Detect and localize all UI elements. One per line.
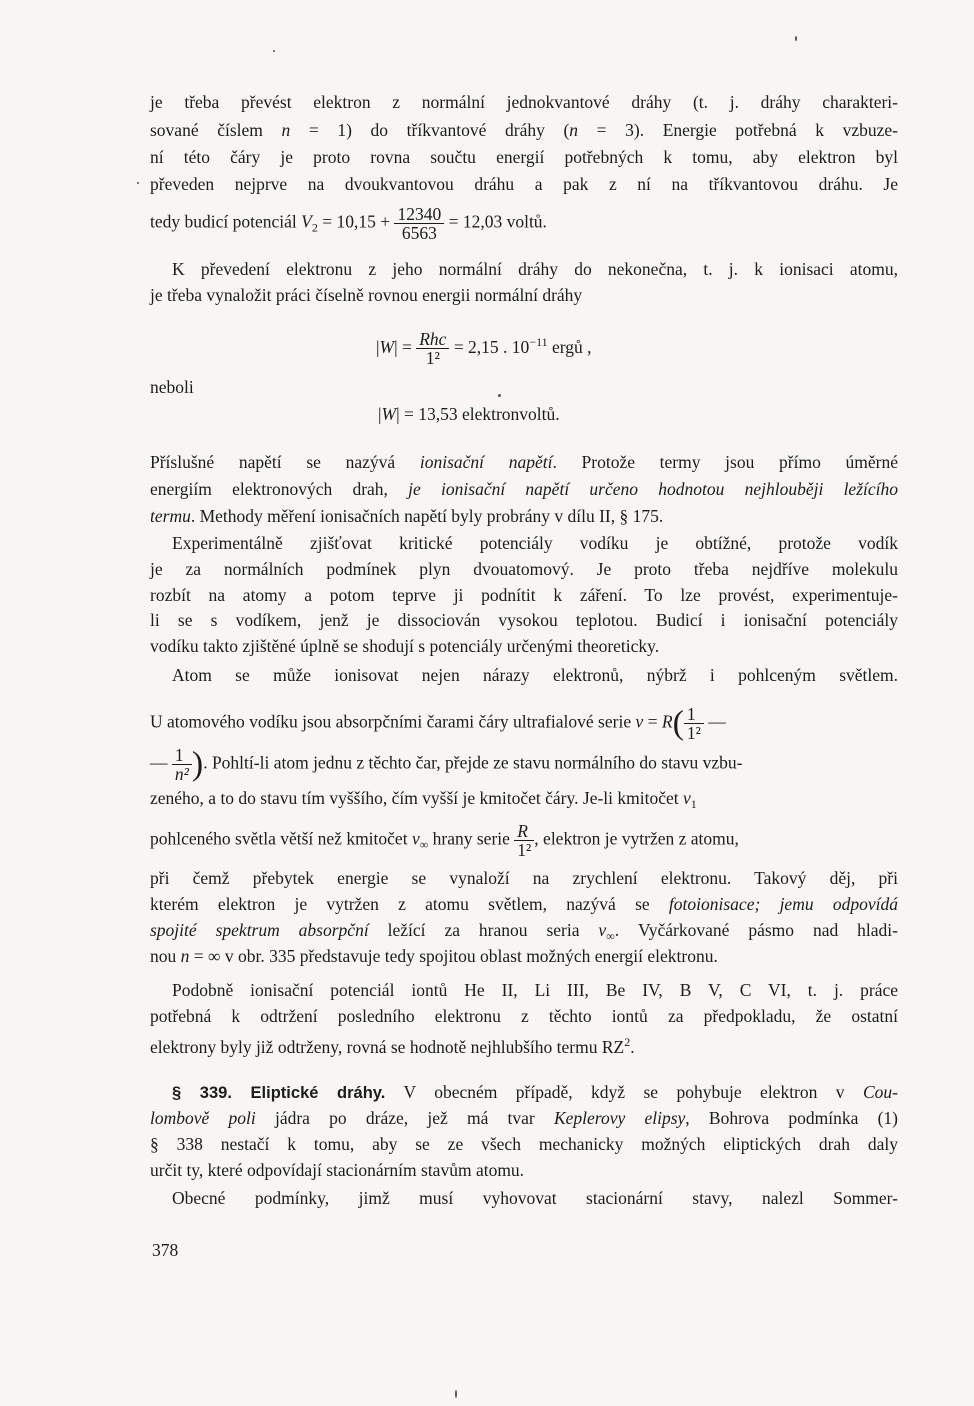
text-line: termu. Methody měření ionisačních napětí byly probrány v dílu II, § 175. — [150, 506, 664, 526]
text-line: převeden nejprve na dvoukvantovou dráhu a pak z ní na tříkvantovou dráhu. Je — [150, 174, 898, 194]
text-line: Obecné podmínky, jimž musí vyhovovat stacionární stavy, nalezl Sommer- — [172, 1188, 898, 1208]
scan-speck — [795, 36, 797, 41]
text-line: Atom se může ionisovat nejen nárazy elektronů, nýbrž i pohlceným světlem. — [172, 665, 898, 685]
text-line: sované číslem n = 1) do tříkvantové dráhy (n = 3). Energie potřebná k vzbuze- — [150, 120, 898, 140]
text-line: energiím elektronových drah, je ionisační napětí určeno hodnotou nejhlouběji ležícího — [150, 479, 898, 499]
equation-energy-ev: |W| = 13,53 elektronvoltů. — [378, 404, 560, 424]
text-line: kterém elektron je vytržen z atomu světlem, nazývá se fotoionisace; jemu odpovídá — [150, 894, 898, 914]
equation-excitation-potential: tedy budicí potenciál $V_2 = 10,15$ + $\frac{12340}{6563}$ = 12,03 voltů. — [150, 204, 547, 243]
text-line: Podobně ionisační potenciál iontů He II, Li III, Be IV, B V, C VI, t. j. práce — [172, 980, 898, 1000]
fraction: $\frac{\text{Rhc}}{\text{1²}}$ — [416, 330, 449, 367]
text-line: ní této čáry je proto rovna součtu energií potřebných k tomu, aby elektron byl — [150, 147, 898, 167]
text-line: při čemž přebytek energie se vynaloží na zrychlení elektronu. Takový děj, při — [150, 868, 898, 888]
fraction: $\frac{1}{\text{n²}}$ — [172, 746, 192, 783]
text-line: — $\frac{1}{\text{n²}}$ ). Pohltí-li atom jednu z těchto čar, přejde ze stavu normálního do stavu vzbu- — [150, 745, 743, 784]
word-neboli: neboli — [150, 377, 194, 397]
text-line: zeného, a to do stavu tím vyššího, čím vyšší je kmitočet čáry. Je-li kmitočet $\nu_1$ — [150, 788, 697, 811]
section-heading: § 339. Eliptické dráhy. — [172, 1084, 386, 1102]
text-line: rozbít na atomy a potom teprve ji podnítit k záření. To lze provést, experimentuje- — [150, 585, 898, 605]
text-line: potřebná k odtržení posledního elektronu z těchto iontů za předpokladu, že ostatní — [150, 1006, 898, 1026]
text-line: Experimentálně zjišťovat kritické potenciály vodíku je obtížné, protože vodík — [172, 533, 898, 553]
text-line: elektrony byly již odtrženy, rovná se hodnotě nejhlubšího termu $RZ^2$. — [150, 1035, 635, 1057]
text-line-section-heading: § 339. Eliptické dráhy. V obecném případě, když se pohybuje elektron v Cou- — [172, 1082, 898, 1102]
text-line: pohlceného světla větší než kmitočet $\nu_\infty$ hrany serie $\frac{R}{\text{1²}}$ , elektron je vytržen z atomu, — [150, 821, 739, 860]
scan-speck — [137, 182, 139, 184]
fraction: $\frac{R}{\text{1²}}$ — [514, 822, 534, 859]
text-line: § 338 nestačí k tomu, aby se ze všech mechanicky možných eliptických drah daly — [150, 1134, 898, 1154]
text-line: nou n = ∞ v obr. 335 představuje tedy spojitou oblast možných energií elektronu. — [150, 946, 718, 966]
text-line: Příslušné napětí se nazývá ionisační napětí. Protože termy jsou přímo úměrné — [150, 452, 899, 472]
fraction: $\frac{1}{\text{1²}}$ — [684, 705, 704, 742]
equation-energy-ergs: |W| = $\frac{\text{Rhc}}{\text{1²}}$ = 2,15 . $10^{-11}$ ergů , — [376, 329, 592, 369]
text-line: spojité spektrum absorpční ležící za hranou seria $\nu_\infty$. Vyčárkované pásmo nad hladi- — [150, 920, 898, 943]
text-line: li se s vodíkem, jenž je dissociován vysokou teplotou. Budicí i ionisační potenciály — [150, 610, 898, 630]
text-line: K převedení elektronu z jeho normální dráhy do nekonečna, t. j. k ionisaci atomu, — [172, 259, 898, 279]
text-line: určit ty, které odpovídají stacionárním stavům atomu. — [150, 1160, 525, 1180]
text-line: je za normálních podmínek plyn dvouatomový. Je proto třeba nejdříve molekulu — [150, 559, 898, 579]
scan-speck — [455, 1390, 457, 1398]
scan-speck — [498, 394, 501, 397]
text-line: lombově poli jádra po dráze, jež má tvar Keplerovy elipsy, Bohrova podmínka (1) — [150, 1108, 898, 1128]
text-line-series-formula: U atomového vodíku jsou absorpčními čarami čáry ultrafialové serie ν = R( $\frac{1}{\text{1²}}$ — — [150, 704, 726, 743]
text-line: vodíku takto zjištěné úplně se shodují s potenciály určenými theoreticky. — [150, 636, 660, 656]
scan-speck — [273, 50, 275, 52]
text-line: je třeba převést elektron z normální jednokvantové dráhy (t. j. dráhy charakteri- — [150, 92, 898, 112]
fraction: $\frac{12340}{6563}$ — [394, 205, 444, 242]
text-line: je třeba vynaložit práci číselně rovnou energii normální dráhy — [150, 285, 583, 305]
page-number: 378 — [152, 1240, 179, 1260]
